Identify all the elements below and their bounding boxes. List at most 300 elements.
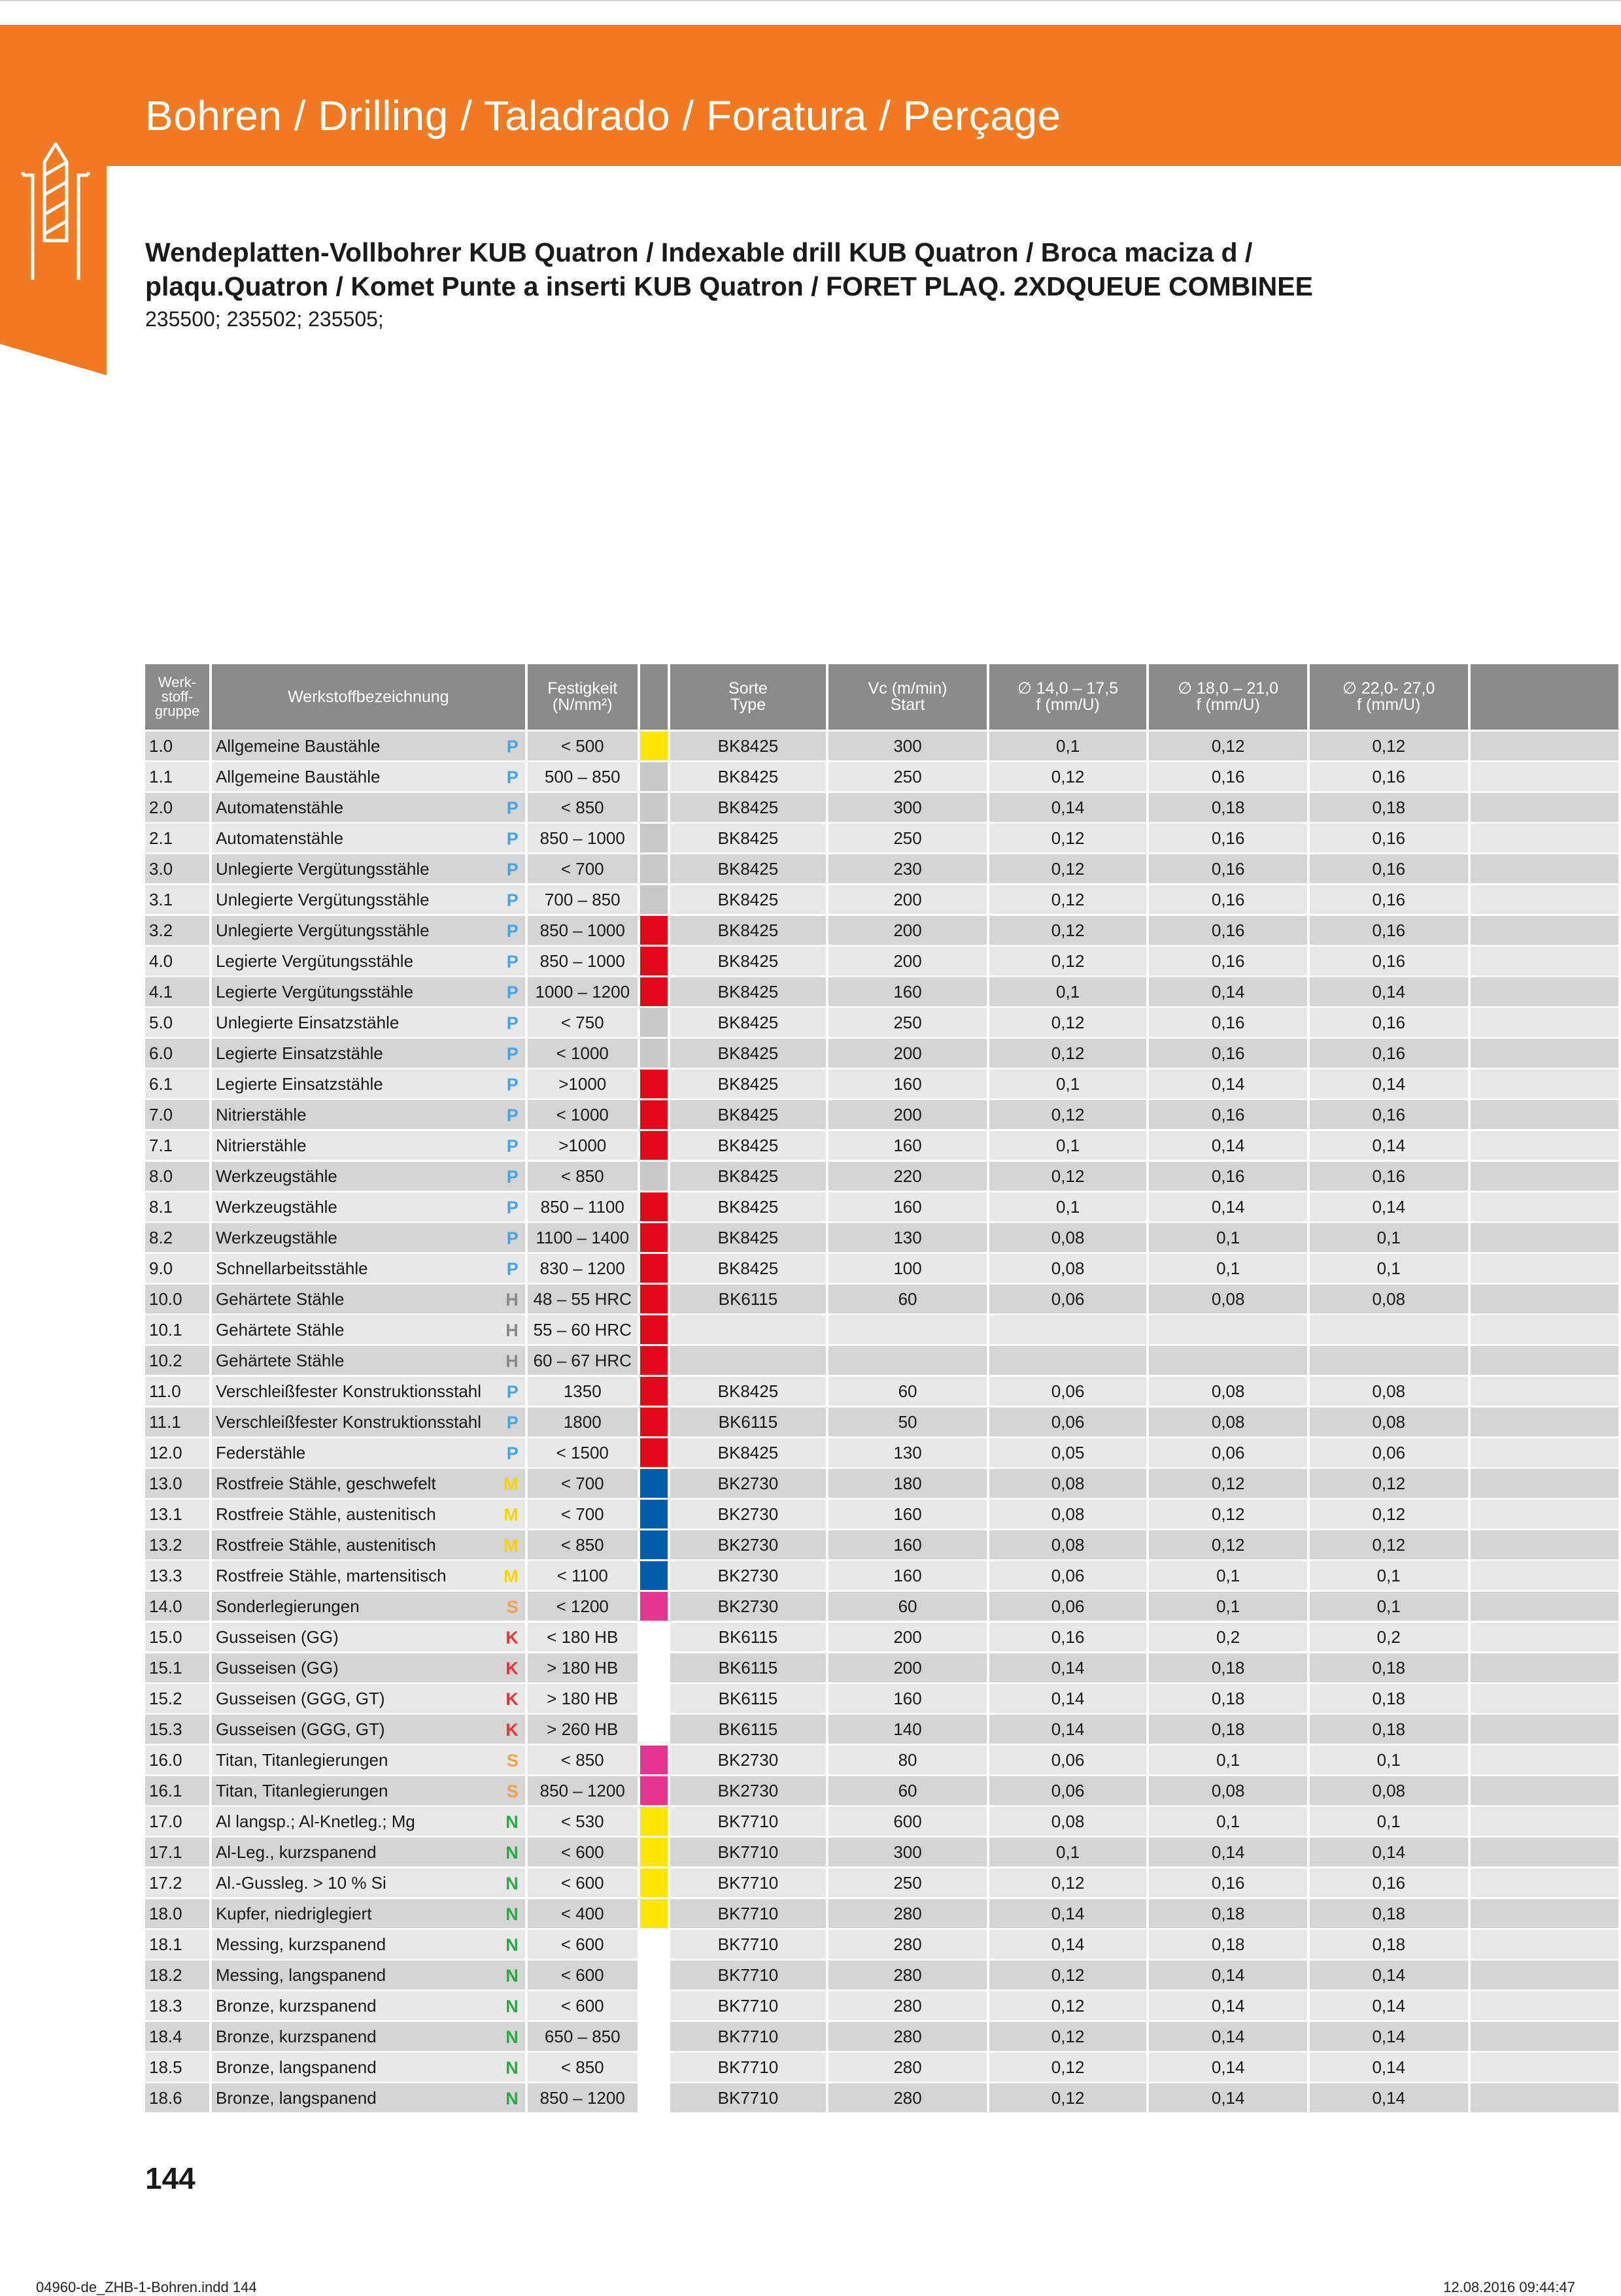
material-name-cell: [212, 945, 528, 975]
empty-cell: [1471, 760, 1621, 791]
cutting-speed-cell: 200: [828, 1037, 989, 1068]
material-group-cell: 18.1: [145, 1928, 212, 1959]
material-name: Rostfreie Stähle, geschwefelt: [215, 1473, 436, 1493]
material-name: Unlegierte Vergütungsstähle: [215, 889, 430, 909]
material-name: Automatenstähle: [215, 828, 344, 848]
iso-group-letter: M: [503, 1566, 519, 1586]
material-name: Gusseisen (GG): [215, 1627, 339, 1647]
grade-cell: BK8425: [670, 945, 829, 975]
material-name: Unlegierte Vergütungsstähle: [215, 920, 430, 940]
empty-cell: [1471, 730, 1621, 760]
feed-d1-cell: 0,12: [989, 760, 1150, 791]
material-group-cell: 11.1: [145, 1406, 212, 1436]
empty-cell: [1471, 1590, 1621, 1621]
cutting-data-table: [145, 664, 1621, 2112]
grade-cell: BK7710: [670, 2020, 829, 2051]
color-swatch: [640, 1131, 668, 1160]
strength-cell: 850 – 1000: [528, 822, 640, 853]
iso-group-letter: P: [506, 737, 519, 756]
material-name-cell: [212, 2051, 528, 2082]
feed-d3-cell: 0,14: [1310, 1959, 1471, 1989]
color-swatch: [640, 1039, 668, 1068]
table-row: [145, 1989, 1621, 2020]
empty-cell: [1471, 2051, 1621, 2082]
cutting-speed-cell: 160: [828, 975, 989, 1006]
color-swatch-cell: [640, 1836, 670, 1866]
table-row: [145, 1221, 1621, 1252]
feed-d2-cell: 0,12: [1149, 1528, 1310, 1559]
material-group-cell: 3.1: [145, 883, 212, 914]
material-name-cell: [212, 1283, 528, 1313]
material-name-cell: [212, 1190, 528, 1221]
material-name-cell: [212, 914, 528, 945]
color-swatch-cell: [640, 1498, 670, 1528]
empty-cell: [1471, 1344, 1621, 1375]
table-row: [145, 1467, 1621, 1498]
cutting-speed-cell: 200: [828, 883, 989, 914]
iso-group-letter: P: [506, 1228, 519, 1248]
feed-d3-cell: 0,18: [1310, 1651, 1471, 1682]
strength-cell: < 850: [528, 2051, 640, 2082]
color-swatch: [640, 2084, 668, 2112]
strength-cell: < 1000: [528, 1098, 640, 1129]
iso-group-letter: P: [506, 1075, 519, 1094]
strength-cell: < 850: [528, 1160, 640, 1190]
header-cutting-speed: Vc (m/min) Start: [828, 664, 989, 730]
color-swatch: [640, 916, 668, 945]
color-swatch: [640, 1592, 668, 1621]
cutting-speed-cell: 300: [828, 791, 989, 822]
feed-d1-cell: 0,08: [989, 1467, 1150, 1498]
grade-cell: BK6115: [670, 1682, 829, 1713]
material-name: Rostfreie Stähle, austenitisch: [215, 1504, 436, 1524]
feed-d1-cell: 0,14: [989, 1713, 1150, 1744]
iso-group-letter: K: [505, 1659, 519, 1678]
empty-cell: [1471, 2020, 1621, 2051]
feed-d3-cell: 0,1: [1310, 1252, 1471, 1283]
table-row: [145, 914, 1621, 945]
grade-cell: BK8425: [670, 1037, 829, 1068]
empty-cell: [1471, 1866, 1621, 1897]
header-material-group: Werk- stoff- gruppe: [145, 664, 212, 730]
material-name: Werkzeugstähle: [215, 1196, 337, 1217]
iso-group-letter: N: [505, 2027, 519, 2047]
material-group-cell: 10.0: [145, 1283, 212, 1313]
cutting-speed-cell: 280: [828, 2082, 989, 2112]
table-row: [145, 1928, 1621, 1959]
feed-d3-cell: 0,18: [1310, 1897, 1471, 1928]
material-name: Kupfer, niedriglegiert: [215, 1903, 372, 1923]
feed-d1-cell: 0,14: [989, 1928, 1150, 1959]
feed-d3-cell: 0,16: [1310, 1160, 1471, 1190]
header-material-name: Werkstoffbezeichnung: [212, 664, 528, 730]
material-name: Rostfreie Stähle, austenitisch: [215, 1534, 436, 1555]
cutting-speed-cell: 220: [828, 1160, 989, 1190]
feed-d2-cell: 0,16: [1149, 1866, 1310, 1897]
material-name-cell: [212, 760, 528, 791]
empty-cell: [1471, 883, 1621, 914]
color-swatch-cell: [640, 1160, 670, 1190]
material-group-cell: 9.0: [145, 1252, 212, 1283]
cutting-speed-cell: 160: [828, 1498, 989, 1528]
feed-d1-cell: 0,1: [989, 975, 1150, 1006]
material-group-cell: 15.1: [145, 1651, 212, 1682]
feed-d1-cell: 0,05: [989, 1436, 1150, 1467]
material-group-cell: 7.0: [145, 1098, 212, 1129]
color-swatch-cell: [640, 1528, 670, 1559]
cutting-speed-cell: 130: [828, 1436, 989, 1467]
cutting-speed-cell: 600: [828, 1805, 989, 1836]
color-swatch-cell: [640, 1006, 670, 1037]
table-row: [145, 1006, 1621, 1037]
table-row: [145, 1160, 1621, 1190]
cutting-speed-cell: 160: [828, 1682, 989, 1713]
feed-d1-cell: 0,12: [989, 853, 1150, 883]
color-swatch: [640, 1961, 668, 1989]
cutting-speed-cell: 60: [828, 1375, 989, 1406]
feed-d3-cell: 0,1: [1310, 1559, 1471, 1590]
table-row: [145, 1713, 1621, 1744]
table-row: [145, 1959, 1621, 1989]
grade-cell: BK7710: [670, 1836, 829, 1866]
material-name-cell: [212, 1098, 528, 1129]
color-swatch: [640, 885, 668, 914]
iso-group-letter: N: [505, 1812, 519, 1832]
material-group-cell: 3.2: [145, 914, 212, 945]
iso-group-letter: H: [505, 1290, 519, 1309]
material-group-cell: 1.0: [145, 730, 212, 760]
color-swatch-cell: [640, 975, 670, 1006]
grade-cell: BK8425: [670, 1252, 829, 1283]
empty-cell: [1471, 1559, 1621, 1590]
color-swatch: [640, 977, 668, 1006]
material-name: Al-Leg., kurzspanend: [215, 1842, 377, 1862]
strength-cell: < 1100: [528, 1559, 640, 1590]
material-name: Allgemeine Baustähle: [215, 735, 381, 756]
cutting-speed-cell: 50: [828, 1406, 989, 1436]
strength-cell: < 1000: [528, 1037, 640, 1068]
material-name-cell: [212, 1590, 528, 1621]
grade-cell: BK8425: [670, 914, 829, 945]
grade-cell: BK8425: [670, 1221, 829, 1252]
empty-cell: [1471, 1190, 1621, 1221]
color-swatch-cell: [640, 1590, 670, 1621]
material-name-cell: [212, 1068, 528, 1098]
material-name: Nitrierstähle: [215, 1135, 307, 1155]
iso-group-letter: P: [506, 768, 519, 787]
feed-d1-cell: 0,06: [989, 1375, 1150, 1406]
empty-cell: [1471, 1129, 1621, 1160]
material-name-cell: [212, 1313, 528, 1344]
grade-cell: BK6115: [670, 1283, 829, 1313]
color-swatch-cell: [640, 1252, 670, 1283]
cutting-speed-cell: 160: [828, 1528, 989, 1559]
table-header-row: [145, 664, 1621, 730]
strength-cell: > 260 HB: [528, 1713, 640, 1744]
table-row: [145, 1498, 1621, 1528]
color-swatch-cell: [640, 1467, 670, 1498]
table-row: [145, 1651, 1621, 1682]
strength-cell: 1350: [528, 1375, 640, 1406]
grade-cell: BK2730: [670, 1590, 829, 1621]
feed-d1-cell: 0,1: [989, 1068, 1150, 1098]
table-row: [145, 1190, 1621, 1221]
iso-group-letter: P: [506, 1198, 519, 1217]
table-row: [145, 822, 1621, 853]
feed-d3-cell: 0,14: [1310, 2020, 1471, 2051]
feed-d2-cell: 0,18: [1149, 1897, 1310, 1928]
color-swatch: [640, 1469, 668, 1498]
material-name: Gehärtete Stähle: [215, 1319, 345, 1340]
table-row: [145, 853, 1621, 883]
strength-cell: >1000: [528, 1068, 640, 1098]
grade-cell: BK8425: [670, 1129, 829, 1160]
color-swatch-cell: [640, 1774, 670, 1805]
material-name-cell: [212, 2082, 528, 2112]
material-group-cell: 10.1: [145, 1313, 212, 1344]
strength-cell: 48 – 55 HRC: [528, 1283, 640, 1313]
iso-group-letter: P: [506, 798, 519, 818]
feed-d2-cell: 0,18: [1149, 791, 1310, 822]
color-swatch-cell: [640, 1559, 670, 1590]
material-group-cell: 5.0: [145, 1006, 212, 1037]
feed-d1-cell: [989, 1313, 1150, 1344]
feed-d3-cell: 0,12: [1310, 1528, 1471, 1559]
strength-cell: >1000: [528, 1129, 640, 1160]
table-row: [145, 1744, 1621, 1774]
material-name: Bronze, kurzspanend: [215, 2026, 377, 2046]
grade-cell: BK2730: [670, 1559, 829, 1590]
strength-cell: < 180 HB: [528, 1621, 640, 1651]
iso-group-letter: P: [506, 1013, 519, 1033]
iso-group-letter: P: [506, 1443, 519, 1463]
material-name-cell: [212, 1989, 528, 2020]
cutting-speed-cell: 200: [828, 945, 989, 975]
strength-cell: < 400: [528, 1897, 640, 1928]
color-swatch-cell: [640, 883, 670, 914]
feed-d1-cell: 0,08: [989, 1498, 1150, 1528]
color-swatch-cell: [640, 1651, 670, 1682]
feed-d1-cell: 0,08: [989, 1528, 1150, 1559]
empty-cell: [1471, 1897, 1621, 1928]
strength-cell: 850 – 1000: [528, 914, 640, 945]
material-group-cell: 11.0: [145, 1375, 212, 1406]
color-swatch-cell: [640, 1375, 670, 1406]
feed-d1-cell: 0,12: [989, 1037, 1150, 1068]
table-row: [145, 1836, 1621, 1866]
feed-d3-cell: 0,16: [1310, 1866, 1471, 1897]
grade-cell: BK8425: [670, 822, 829, 853]
table-row: [145, 1313, 1621, 1344]
section-title: Bohren / Drilling / Taladrado / Foratura / Perçage: [145, 92, 1061, 139]
feed-d2-cell: 0,1: [1149, 1805, 1310, 1836]
feed-d2-cell: 0,12: [1149, 730, 1310, 760]
color-swatch: [640, 1070, 668, 1098]
iso-group-letter: N: [505, 2089, 519, 2108]
feed-d1-cell: 0,06: [989, 1283, 1150, 1313]
material-name-cell: [212, 1406, 528, 1436]
iso-group-letter: K: [505, 1689, 519, 1709]
material-group-cell: 13.3: [145, 1559, 212, 1590]
empty-cell: [1471, 1959, 1621, 1989]
feed-d1-cell: 0,12: [989, 914, 1150, 945]
material-name: Bronze, langspanend: [215, 2057, 377, 2077]
feed-d3-cell: 0,1: [1310, 1590, 1471, 1621]
material-group-cell: 3.0: [145, 853, 212, 883]
feed-d2-cell: 0,06: [1149, 1436, 1310, 1467]
strength-cell: 830 – 1200: [528, 1252, 640, 1283]
feed-d2-cell: 0,08: [1149, 1375, 1310, 1406]
cutting-speed-cell: 280: [828, 2051, 989, 2082]
feed-d1-cell: 0,12: [989, 945, 1150, 975]
color-swatch: [640, 1500, 668, 1528]
cutting-speed-cell: 200: [828, 1621, 989, 1651]
material-group-cell: 18.3: [145, 1989, 212, 2020]
material-name: Werkzeugstähle: [215, 1166, 337, 1186]
material-name: Allgemeine Baustähle: [215, 766, 381, 786]
cutting-speed-cell: 80: [828, 1744, 989, 1774]
product-title: [145, 235, 1453, 303]
grade-cell: BK8425: [670, 1160, 829, 1190]
color-swatch-cell: [640, 2020, 670, 2051]
color-swatch-cell: [640, 945, 670, 975]
product-title-line-1: Wendeplatten-Vollbohrer KUB Quatron / Indexable drill KUB Quatron / Broca maciza d /: [145, 237, 1253, 267]
feed-d2-cell: 0,14: [1149, 2051, 1310, 2082]
feed-d1-cell: 0,12: [989, 1989, 1150, 2020]
cutting-speed-cell: 140: [828, 1713, 989, 1744]
empty-cell: [1471, 822, 1621, 853]
cutting-speed-cell: 280: [828, 1897, 989, 1928]
feed-d3-cell: 0,16: [1310, 883, 1471, 914]
drill-icon: [20, 143, 92, 283]
cutting-speed-cell: 280: [828, 1989, 989, 2020]
feed-d2-cell: 0,08: [1149, 1774, 1310, 1805]
empty-cell: [1471, 1406, 1621, 1436]
strength-cell: < 600: [528, 1959, 640, 1989]
color-swatch-cell: [640, 853, 670, 883]
feed-d2-cell: 0,14: [1149, 2020, 1310, 2051]
feed-d2-cell: 0,12: [1149, 1467, 1310, 1498]
material-group-cell: 16.0: [145, 1744, 212, 1774]
feed-d2-cell: 0,14: [1149, 1959, 1310, 1989]
feed-d1-cell: 0,14: [989, 1682, 1150, 1713]
grade-cell: BK8425: [670, 1068, 829, 1098]
iso-group-letter: N: [505, 2058, 519, 2078]
empty-cell: [1471, 1528, 1621, 1559]
color-swatch-cell: [640, 1866, 670, 1897]
color-swatch-cell: [640, 1313, 670, 1344]
material-name: Gehärtete Stähle: [215, 1350, 345, 1370]
material-name: Schnellarbeitsstähle: [215, 1258, 368, 1278]
feed-d1-cell: 0,12: [989, 1160, 1150, 1190]
cutting-speed-cell: 250: [828, 1866, 989, 1897]
material-group-cell: 18.0: [145, 1897, 212, 1928]
material-name: Verschleißfester Konstruktionsstahl: [215, 1411, 482, 1432]
strength-cell: < 700: [528, 853, 640, 883]
table-body: [145, 730, 1621, 2112]
feed-d2-cell: 0,14: [1149, 975, 1310, 1006]
material-group-cell: 8.2: [145, 1221, 212, 1252]
footer-timestamp: 12.08.2016 09:44:47: [1443, 2279, 1575, 2295]
table-row: [145, 1866, 1621, 1897]
material-name: Messing, kurzspanend: [215, 1934, 386, 1954]
grade-cell: BK7710: [670, 1928, 829, 1959]
strength-cell: 60 – 67 HRC: [528, 1344, 640, 1375]
material-group-cell: 2.0: [145, 791, 212, 822]
strength-cell: < 850: [528, 1744, 640, 1774]
color-swatch: [640, 1008, 668, 1037]
material-name: Titan, Titanlegierungen: [215, 1780, 388, 1800]
material-group-cell: 7.1: [145, 1129, 212, 1160]
material-name-cell: [212, 1866, 528, 1897]
material-name-cell: [212, 1682, 528, 1713]
grade-cell: BK7710: [670, 1866, 829, 1897]
feed-d2-cell: 0,1: [1149, 1559, 1310, 1590]
table-row: [145, 2082, 1621, 2112]
color-swatch: [640, 1807, 668, 1836]
feed-d2-cell: 0,16: [1149, 1160, 1310, 1190]
material-name-cell: [212, 1221, 528, 1252]
feed-d1-cell: 0,12: [989, 2020, 1150, 2051]
material-name-cell: [212, 822, 528, 853]
empty-cell: [1471, 1068, 1621, 1098]
table-row: [145, 791, 1621, 822]
table-row: [145, 1037, 1621, 1068]
material-name: Verschleißfester Konstruktionsstahl: [215, 1381, 482, 1401]
iso-group-letter: N: [505, 1966, 519, 1985]
material-name-cell: [212, 1528, 528, 1559]
cutting-speed-cell: 160: [828, 1129, 989, 1160]
feed-d2-cell: 0,1: [1149, 1590, 1310, 1621]
material-name: Gusseisen (GG): [215, 1657, 339, 1678]
color-swatch: [640, 1746, 668, 1774]
color-swatch-cell: [640, 1805, 670, 1836]
color-swatch: [640, 824, 668, 853]
table-row: [145, 2051, 1621, 2082]
grade-cell: BK8425: [670, 1006, 829, 1037]
table-row: [145, 1897, 1621, 1928]
iso-group-letter: N: [505, 1904, 519, 1924]
color-swatch: [640, 1346, 668, 1375]
strength-cell: < 600: [528, 1836, 640, 1866]
header-strength: Festigkeit (N/mm²): [528, 664, 640, 730]
grade-cell: BK7710: [670, 1897, 829, 1928]
material-group-cell: 13.1: [145, 1498, 212, 1528]
feed-d1-cell: 0,16: [989, 1621, 1150, 1651]
color-swatch: [640, 1776, 668, 1805]
feed-d1-cell: 0,06: [989, 1406, 1150, 1436]
feed-d2-cell: 0,12: [1149, 1498, 1310, 1528]
feed-d3-cell: 0,2: [1310, 1621, 1471, 1651]
color-swatch: [640, 732, 668, 760]
color-swatch: [640, 1530, 668, 1559]
header-color-swatch: [640, 664, 670, 730]
material-name-cell: [212, 791, 528, 822]
table-row: [145, 730, 1621, 760]
feed-d3-cell: 0,16: [1310, 1098, 1471, 1129]
grade-cell: BK6115: [670, 1713, 829, 1744]
iso-group-letter: S: [506, 1781, 519, 1801]
color-swatch-cell: [640, 1621, 670, 1651]
feed-d2-cell: 0,14: [1149, 1989, 1310, 2020]
feed-d2-cell: 0,16: [1149, 853, 1310, 883]
material-name-cell: [212, 1436, 528, 1467]
strength-cell: < 1200: [528, 1590, 640, 1621]
table-row: [145, 1559, 1621, 1590]
feed-d3-cell: 0,1: [1310, 1744, 1471, 1774]
iso-group-letter: P: [506, 1106, 519, 1125]
material-group-cell: 4.1: [145, 975, 212, 1006]
